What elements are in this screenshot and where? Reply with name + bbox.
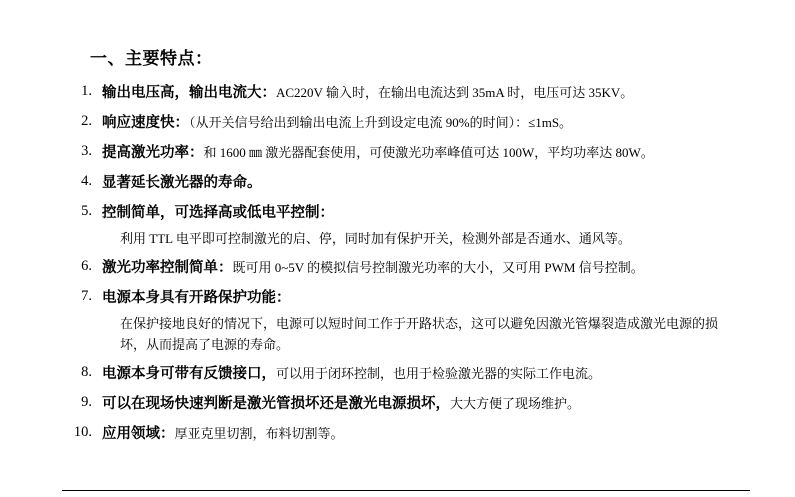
list-item-lead: 提高激光功率：	[102, 145, 204, 162]
list-item-number: 7.	[81, 288, 92, 305]
list-item-lead: 控制简单，可选择高或低电平控制：	[102, 205, 334, 222]
list-item-lead: 应用领域：	[102, 426, 175, 443]
page-divider	[62, 490, 750, 491]
page-title: 一、主要特点：	[90, 49, 213, 68]
list-item	[62, 258, 735, 279]
list-item-text	[102, 394, 735, 415]
list-item-rest: AC220V 输入时，在输出电流达到 35mA 时，电压可达 35KV。	[276, 85, 634, 100]
list-item-text	[102, 83, 735, 104]
list-item	[62, 143, 735, 164]
list-item	[62, 364, 735, 385]
list-item-detail: 利用 TTL 电平即可控制激光的启、停，同时加有保护开关，检测外部是否通水、通风等。	[120, 231, 631, 247]
list-item-number: 5.	[81, 203, 92, 220]
list-item-lead: 输出电压高，输出电流大：	[102, 85, 276, 101]
list-item-number: 3.	[81, 143, 92, 160]
list-item-rest: （从开关信号给出到输出电流上升到设定电流 90%的时间）：≤1mS。	[189, 115, 573, 131]
list-item-number: 2.	[81, 113, 92, 130]
list-item-lead: 电源本身具有开路保护功能：	[102, 290, 291, 307]
list-item-rest: 可以用于闭环控制，也用于检验激光器的实际工作电流。	[276, 366, 602, 382]
list-item-rest: 大大方便了现场维护。	[450, 396, 581, 412]
list-item-text	[102, 424, 735, 445]
list-item	[62, 203, 735, 249]
feature-list	[62, 83, 735, 445]
list-item-rest: 厚亚克里切割，布料切割等。	[174, 426, 344, 442]
list-item-number: 6.	[81, 258, 92, 275]
list-item-text	[102, 364, 735, 385]
list-item-lead: 显著延长激光器的寿命。	[102, 175, 262, 192]
list-item-rest: 和 1600 ㎜ 激光器配套使用，可使激光功率峰值可达 100W，平均功率达 80W。	[203, 145, 654, 161]
list-item-text	[102, 203, 735, 224]
list-item	[62, 424, 735, 445]
list-item-number: 4.	[81, 173, 92, 190]
list-item-text	[102, 113, 735, 134]
list-item-number: 9.	[81, 394, 92, 411]
list-item-text	[102, 258, 735, 279]
list-item-lead: 可以在现场快速判断是激光管损坏还是激光电源损坏，	[102, 396, 450, 413]
list-item	[62, 394, 735, 415]
list-item-text	[102, 288, 735, 309]
list-item-number: 10.	[73, 424, 92, 441]
list-item	[62, 83, 735, 104]
list-item-number: 1.	[81, 83, 92, 99]
list-item	[62, 173, 735, 194]
list-item-rest: 既可用 0~5V 的模拟信号控制激光功率的大小，又可用 PWM 信号控制。	[232, 260, 644, 276]
list-item-text	[102, 173, 735, 194]
list-item	[62, 113, 735, 134]
list-item-text	[102, 143, 735, 164]
list-item-lead: 激光功率控制简单：	[102, 260, 233, 277]
list-item-detail: 在保护接地良好的情况下，电源可以短时间工作于开路状态，这可以避免因激光管爆裂造成激光电源的损坏，从而提高了电源的寿命。	[120, 316, 719, 353]
list-item-lead: 电源本身可带有反馈接口，	[102, 366, 276, 383]
list-item	[62, 288, 735, 355]
list-item-lead: 响应速度快：	[102, 115, 189, 132]
list-item-number: 8.	[81, 364, 92, 381]
